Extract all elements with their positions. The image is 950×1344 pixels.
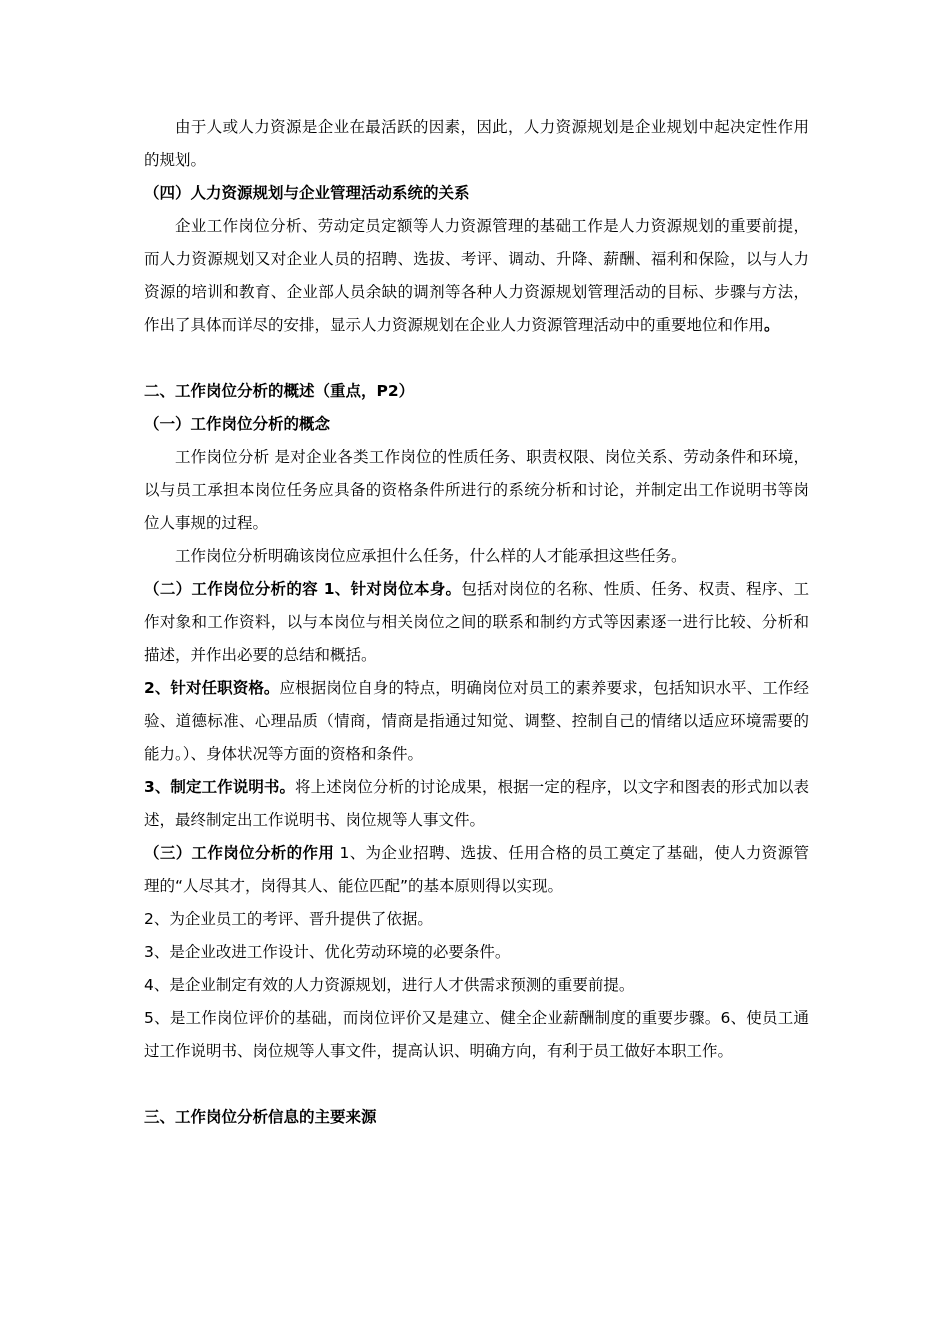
subheading-4 <box>144 177 809 210</box>
document-body <box>144 111 809 1134</box>
paragraph-end-mark: 。 <box>764 316 780 334</box>
section-heading-3 <box>144 1101 809 1134</box>
subheading-1-text: （一）工作岗位分析的概念 <box>144 415 331 433</box>
role-heading: （三）工作岗位分析的作用 <box>144 844 335 862</box>
spacer <box>144 1068 809 1101</box>
paragraph-hr-planning-relation <box>144 210 809 342</box>
subheading-4-text: （四）人力资源规划与企业管理活动系统的关系 <box>144 184 470 202</box>
content-item-2-heading: 2、针对任职资格。 <box>144 679 280 697</box>
paragraph-role-item-4: 4、是企业制定有效的人力资源规划，进行人才供需求预测的重要前提。 <box>144 976 635 994</box>
section-heading-3-text: 三、工作岗位分析信息的主要来源 <box>144 1108 377 1126</box>
paragraph-role-item-1 <box>144 837 809 903</box>
paragraph-hr-importance: 由于人或人力资源是企业在最活跃的因素，因此，人力资源规划是企业规划中起决定性作用的规划。 <box>144 118 809 169</box>
paragraph-content-item-1 <box>144 573 809 672</box>
content-item-2-text: 应根据岗位自身的特点，明确岗位对员工的素养要求，包括知识水平、工作经验、道德标准、心理品质（情商，情商是指通过知觉、调整、控制自己的情绪以适应环境需要的能力。）、身体状况等方面的资格和条件。 <box>144 679 809 763</box>
content-item-1-text: 包括对岗位的名称、性质、任务、权责、程序、工作对象和工作资料，以与本岗位与相关岗位之间的联系和制约方式等因素逐一进行比较、分析和描述，并作出必要的总结和概括。 <box>144 580 809 664</box>
paragraph-content-item-2 <box>144 672 809 771</box>
content-item-3-heading: 3、制定工作说明书。 <box>144 778 296 796</box>
paragraph-role-item-5: 5、是工作岗位评价的基础，而岗位评价又是建立、健全企业薪酬制度的重要步骤。6、使员工通过工作说明书、岗位规等人事文件，提高认识、明确方向，有利于员工做好本职工作。 <box>144 1009 809 1060</box>
section-heading-2 <box>144 375 809 408</box>
paragraph-job-analysis-purpose: 工作岗位分析明确该岗位应承担什么任务，什么样的人才能承担这些任务。 <box>175 547 687 565</box>
paragraph-hr-planning-relation-text: 企业工作岗位分析、劳动定员定额等人力资源管理的基础工作是人力资源规划的重要前提，而人力资源规划又对企业人员的招聘、选拔、考评、调动、升降、薪酬、福利和保险，以与人力资源的培训和教育、企业部人员余缺的调剂等各种人力资源规划管理活动的目标、步骤与方法，作出了具体而详尽的安排，显示人力资源规划在企业人力资源管理活动中的重要地位和作用 <box>144 217 809 334</box>
paragraph-job-analysis-definition: 工作岗位分析 是对企业各类工作岗位的性质任务、职责权限、岗位关系、劳动条件和环境，以与员工承担本岗位任务应具备的资格条件所进行的系统分析和讨论，并制定出工作说明书等岗位人事规的过程。 <box>144 448 809 532</box>
role-item-1-text: 1、为企业招聘、选拔、任用合格的员工奠定了基础，使人力资源管理的“人尽其才，岗得其人、能位匹配”的基本原则得以实现。 <box>144 844 809 895</box>
paragraph-content-item-3 <box>144 771 809 837</box>
subheading-1 <box>144 408 809 441</box>
spacer <box>144 342 809 375</box>
content-item-3-text: 将上述岗位分析的讨论成果，根据一定的程序，以文字和图表的形式加以表述，最终制定出工作说明书、岗位规等人事文件。 <box>144 778 809 829</box>
section-heading-2-text: 二、工作岗位分析的概述（重点，P2） <box>144 382 415 400</box>
paragraph-role-item-3: 3、是企业改进工作设计、优化劳动环境的必要条件。 <box>144 943 511 961</box>
content-item-1-heading: （二）工作岗位分析的容 1、针对岗位本身。 <box>144 580 462 598</box>
paragraph-role-item-2: 2、为企业员工的考评、晋升提供了依据。 <box>144 910 433 928</box>
